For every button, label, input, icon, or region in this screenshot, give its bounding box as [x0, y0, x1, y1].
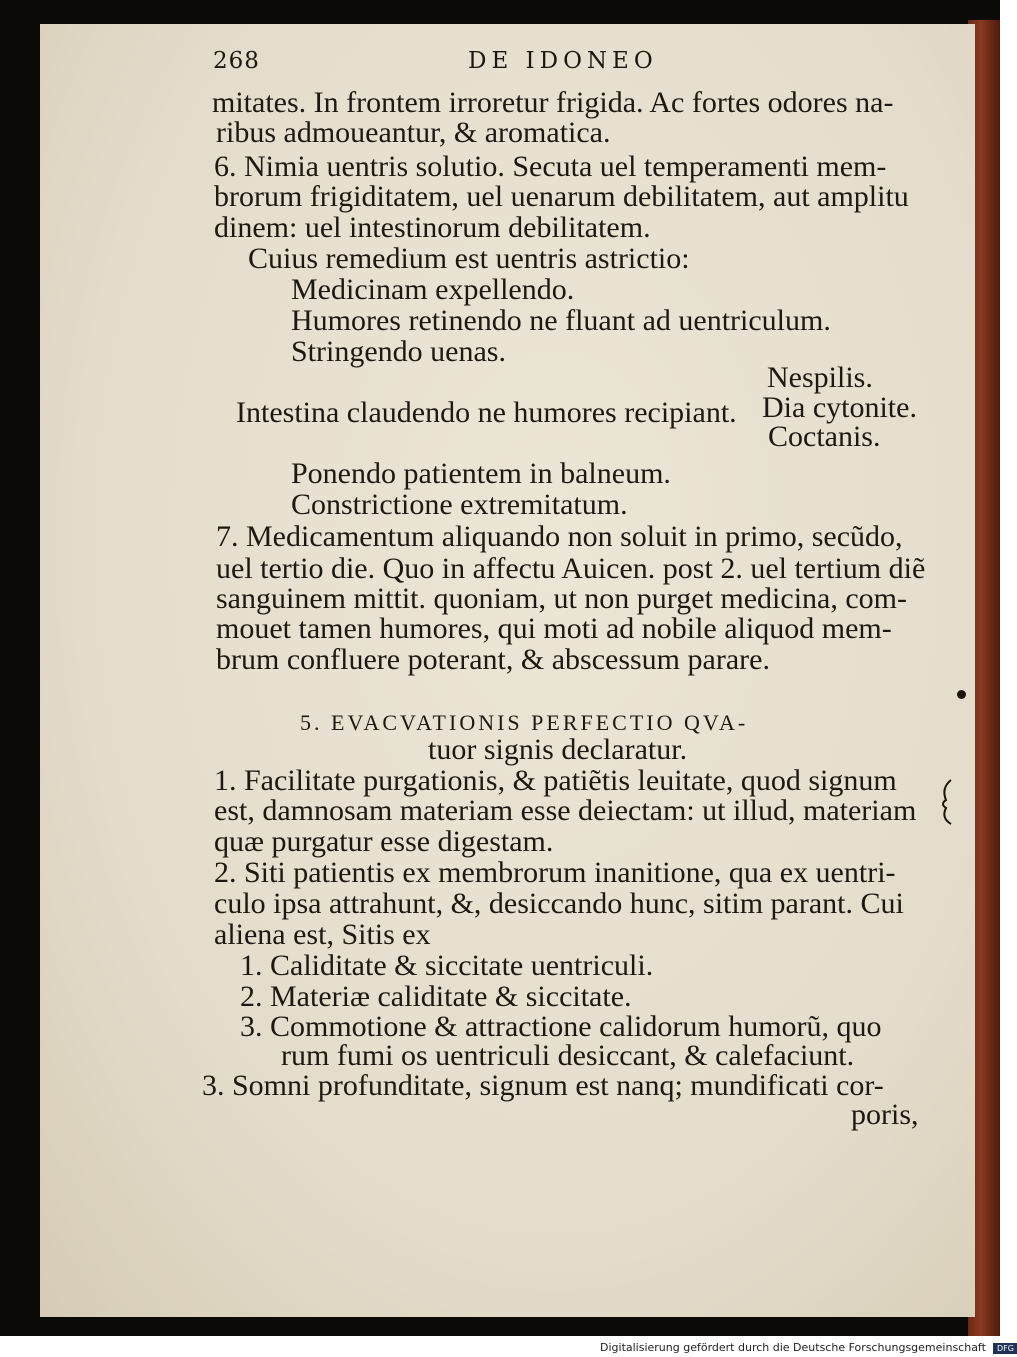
text-line: Ponendo patientem in balneum. [291, 457, 671, 490]
text-line: 2. Siti patientis ex membrorum inanitione, qua ex uentri- [214, 856, 896, 889]
text-line: brorum frigiditatem, uel uenarum debilitatem, aut amplitu [214, 180, 909, 213]
running-title: DE IDONEO [468, 48, 658, 74]
digitization-credit [600, 1341, 1017, 1355]
credit-text: Digitalisierung gefördert durch die Deutsche Forschungsgemeinschaft [600, 1341, 986, 1354]
text-line: est, damnosam materiam esse deiectam: ut illud, materiam [214, 794, 917, 827]
text-line: 1. Caliditate & siccitate uentriculi. [240, 949, 654, 982]
text-line: mitates. In frontem irroretur frigida. Ac fortes odores na- [212, 86, 894, 119]
text-line: poris, [851, 1098, 919, 1131]
text-line: 3. Somni profunditate, signum est nanq; mundificati cor- [202, 1069, 884, 1102]
text-line: sanguinem mittit. quoniam, ut non purget medicina, com- [216, 582, 907, 615]
text-line: culo ipsa attrahunt, &, desiccando hunc, sitim parant. Cui [214, 887, 904, 920]
text-line: Constrictione extremitatum. [291, 488, 628, 521]
text-line: 1. Facilitate purgationis, & patiẽtis leuitate, quod signum [214, 764, 897, 797]
text-line: ribus admoueantur, & aromatica. [216, 116, 611, 149]
text-line: Cuius remedium est uentris astrictio: [248, 242, 690, 275]
text-line: uel tertio die. Quo in affectu Auicen. post 2. uel tertium diẽ [216, 552, 926, 585]
text-line: tuor signis declaratur. [428, 733, 688, 766]
ink-dot [957, 690, 966, 699]
text-line: Nespilis. [767, 361, 873, 394]
text-line: Humores retinendo ne fluant ad uentriculum. [291, 304, 831, 337]
text-line: 6. Nimia uentris solutio. Secuta uel temperamenti mem- [214, 150, 887, 183]
section-heading: 5. EVACVATIONIS PERFECTIO QVA- [300, 710, 749, 735]
page-number: 268 [213, 48, 260, 74]
text-line: brum confluere poterant, & abscessum parare. [216, 643, 770, 676]
text-line: aliena est, Sitis ex [214, 918, 431, 951]
text-line: dinem: uel intestinorum debilitatem. [214, 211, 651, 244]
text-line: Medicinam expellendo. [291, 273, 575, 306]
bracket-mark [938, 778, 954, 826]
text-line: quæ purgatur esse digestam. [214, 825, 554, 858]
text-line: 7. Medicamentum aliquando non soluit in primo, secũdo, [216, 520, 903, 553]
text-line: mouet tamen humores, qui moti ad nobile aliquod mem- [216, 612, 892, 645]
text-line: Intestina claudendo ne humores recipiant. [236, 396, 737, 429]
text-line: 3. Commotione & attractione calidorum humorũ, quo [240, 1010, 882, 1043]
text-line: Dia cytonite. [762, 391, 917, 424]
text-line: Coctanis. [768, 420, 881, 453]
text-line: Stringendo uenas. [291, 335, 506, 368]
text-line: 2. Materiæ caliditate & siccitate. [240, 980, 632, 1013]
dfg-logo: DFG [993, 1343, 1017, 1354]
text-line: rum fumi os uentriculi desiccant, & calefaciunt. [281, 1039, 855, 1072]
